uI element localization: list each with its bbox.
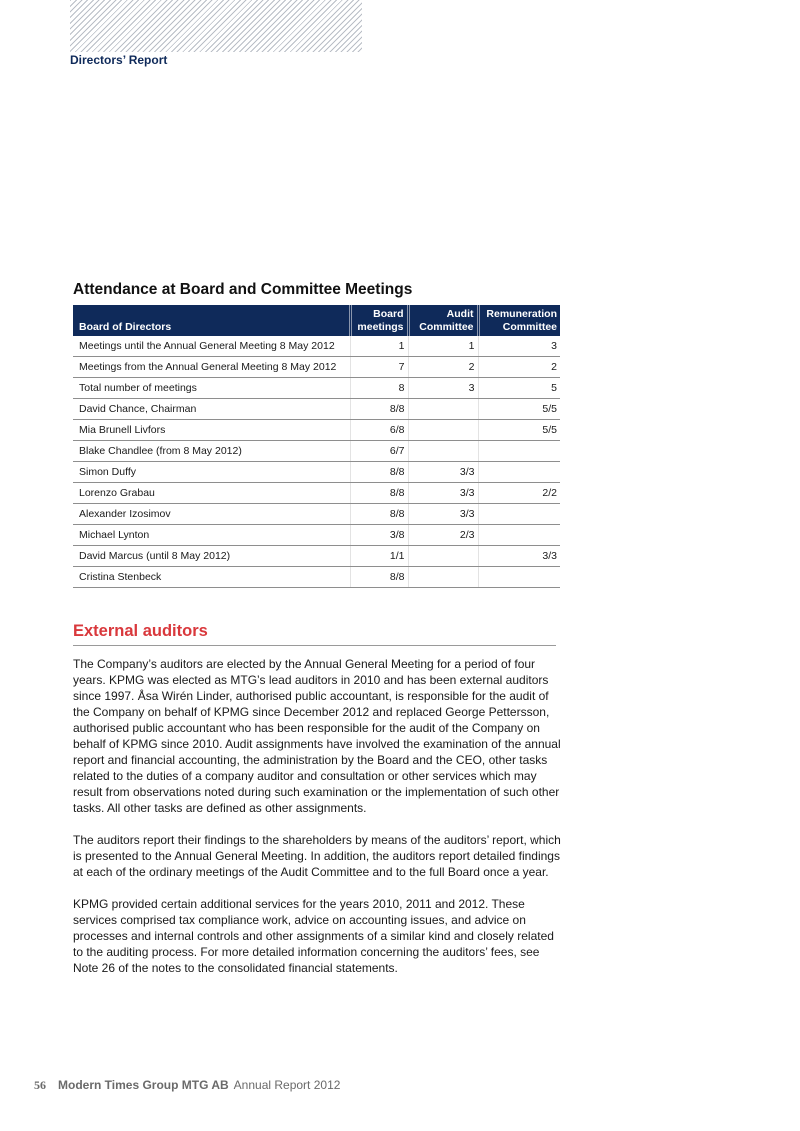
- section-label: Directors’ Report: [70, 53, 168, 67]
- row-remuneration: [478, 567, 560, 588]
- row-audit: [408, 399, 478, 420]
- table-row: [73, 483, 560, 504]
- row-audit: 2/3: [408, 525, 478, 546]
- paragraph: The Company’s auditors are elected by the Annual General Meeting for a period of four years. KPMG was elected as MTG’s lead auditors in 2010 and has been external auditors since 1997. Åsa Wirén Linder, authorised public accountant, is responsible for the audit of the Company on behalf of KPMG since December 2012 and replaced George Pettersson, authorised public accountant who has been responsible for the audit of the Company on behalf of KPMG since 2010. Audit assignments have involved the examination of the annual report and financial accounting, the administration by the Board and the CEO, other tasks related to the duties of a company auditor and consultation or other services which may result from observations noted during such examination or the implementation of such other tasks. All other tasks are defined as other assignments.: [73, 657, 561, 815]
- table-row: [73, 336, 560, 357]
- row-board: 8: [350, 378, 408, 399]
- row-board: 8/8: [350, 483, 408, 504]
- row-audit: 3: [408, 378, 478, 399]
- header-hatch-pattern: [70, 0, 362, 52]
- row-board: 6/7: [350, 441, 408, 462]
- attendance-table-title: Attendance at Board and Committee Meetings: [73, 281, 413, 298]
- row-remuneration: [478, 462, 560, 483]
- row-board: 1: [350, 336, 408, 357]
- row-remuneration: 5: [478, 378, 560, 399]
- page-number: 56: [34, 1078, 46, 1092]
- page-footer: [34, 1078, 340, 1093]
- row-name: Alexander Izosimov: [73, 504, 350, 525]
- row-remuneration: [478, 441, 560, 462]
- col-header-audit-committee: Audit Committee: [408, 305, 478, 336]
- table-row: [73, 525, 560, 546]
- row-audit: 2: [408, 357, 478, 378]
- row-audit: [408, 441, 478, 462]
- row-name: Mia Brunell Livfors: [73, 420, 350, 441]
- footer-company: Modern Times Group MTG AB: [58, 1078, 229, 1092]
- row-remuneration: 3: [478, 336, 560, 357]
- row-board: 7: [350, 357, 408, 378]
- row-audit: [408, 567, 478, 588]
- table-row: [73, 567, 560, 588]
- table-row: [73, 420, 560, 441]
- row-name: Meetings until the Annual General Meeting 8 May 2012: [73, 336, 350, 357]
- table-row: [73, 357, 560, 378]
- row-audit: 3/3: [408, 483, 478, 504]
- external-auditors-body: [73, 656, 561, 992]
- row-remuneration: [478, 525, 560, 546]
- paragraph: The auditors report their findings to the shareholders by means of the auditors’ report, which is presented to the Annual General Meeting. In addition, the auditors report detailed findings at each of the ordinary meetings of the Audit Committee and to the full Board once a year.: [73, 833, 561, 879]
- row-board: 6/8: [350, 420, 408, 441]
- row-name: Lorenzo Grabau: [73, 483, 350, 504]
- row-remuneration: 5/5: [478, 420, 560, 441]
- row-board: 3/8: [350, 525, 408, 546]
- row-audit: 3/3: [408, 462, 478, 483]
- row-board: 8/8: [350, 399, 408, 420]
- row-name: David Chance, Chairman: [73, 399, 350, 420]
- table-row: [73, 462, 560, 483]
- table-row: [73, 399, 560, 420]
- row-remuneration: 2: [478, 357, 560, 378]
- row-name: Simon Duffy: [73, 462, 350, 483]
- table-row: [73, 504, 560, 525]
- row-name: Cristina Stenbeck: [73, 567, 350, 588]
- row-name: Total number of meetings: [73, 378, 350, 399]
- row-remuneration: [478, 504, 560, 525]
- row-name: Michael Lynton: [73, 525, 350, 546]
- row-audit: 3/3: [408, 504, 478, 525]
- paragraph: KPMG provided certain additional services for the years 2010, 2011 and 2012. These services comprised tax compliance work, advice on accounting issues, and advice on processes and internal controls and other assignments of a similar kind and closely related to the auditing process. For more detailed information concerning the auditors’ fees, see Note 26 of the notes to the consolidated financial statements.: [73, 897, 554, 975]
- row-name: Meetings from the Annual General Meeting 8 May 2012: [73, 357, 350, 378]
- row-audit: [408, 546, 478, 567]
- row-board: 8/8: [350, 567, 408, 588]
- footer-report: Annual Report 2012: [233, 1078, 341, 1092]
- row-remuneration: 5/5: [478, 399, 560, 420]
- row-remuneration: 3/3: [478, 546, 560, 567]
- row-remuneration: 2/2: [478, 483, 560, 504]
- external-auditors-heading: External auditors: [73, 622, 556, 646]
- row-audit: [408, 420, 478, 441]
- col-header-remuneration-committee: Remuneration Committee: [478, 305, 560, 336]
- attendance-table: [73, 305, 560, 588]
- row-name: Blake Chandlee (from 8 May 2012): [73, 441, 350, 462]
- row-board: 1/1: [350, 546, 408, 567]
- table-row: [73, 441, 560, 462]
- table-row: [73, 378, 560, 399]
- row-board: 8/8: [350, 462, 408, 483]
- col-header-board-meetings: Board meetings: [350, 305, 408, 336]
- table-row: [73, 546, 560, 567]
- col-header-board-of-directors: Board of Directors: [73, 305, 350, 336]
- row-audit: 1: [408, 336, 478, 357]
- row-board: 8/8: [350, 504, 408, 525]
- table-header-row: [73, 305, 560, 336]
- row-name: David Marcus (until 8 May 2012): [73, 546, 350, 567]
